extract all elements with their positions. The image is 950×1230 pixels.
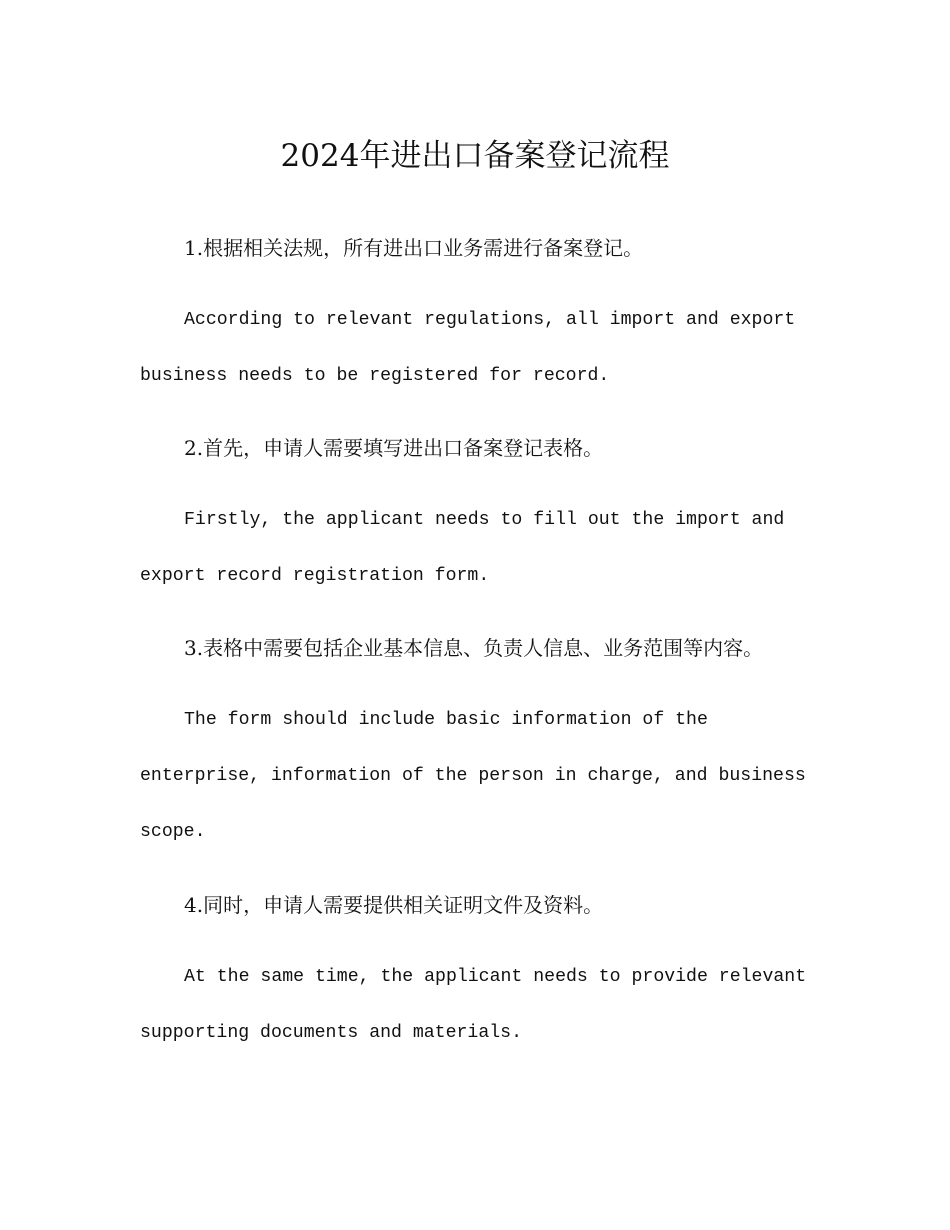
step-3-chinese: 3.表格中需要包括企业基本信息、负责人信息、业务范围等内容。	[184, 636, 764, 660]
step-1-english-line-1: According to relevant regulations, all import and export	[184, 310, 796, 330]
step-1-chinese: 1.根据相关法规，所有进出口业务需进行备案登记。	[184, 236, 644, 260]
step-2-chinese: 2.首先，申请人需要填写进出口备案登记表格。	[184, 436, 604, 460]
step-2-english-line-2: export record registration form.	[140, 566, 490, 586]
step-4-chinese: 4.同时，申请人需要提供相关证明文件及资料。	[184, 893, 604, 917]
step-1-english	[140, 292, 830, 404]
document-title: 2024年进出口备案登记流程	[280, 138, 670, 174]
step-3-english	[140, 692, 830, 860]
step-3-english-line-1: The form should include basic information of the	[184, 710, 708, 730]
step-4-english-line-1: At the same time, the applicant needs to provide relevant	[184, 967, 807, 987]
step-2-english-line-1: Firstly, the applicant needs to fill out the import and	[184, 510, 785, 530]
step-3-english-line-2: enterprise, information of the person in charge, and business	[140, 766, 806, 786]
step-4-english-line-2: supporting documents and materials.	[140, 1023, 522, 1043]
step-2-english	[140, 492, 830, 604]
step-3-english-line-3: scope.	[140, 822, 206, 842]
step-4-english	[140, 949, 830, 1061]
step-1-english-line-2: business needs to be registered for record.	[140, 366, 610, 386]
